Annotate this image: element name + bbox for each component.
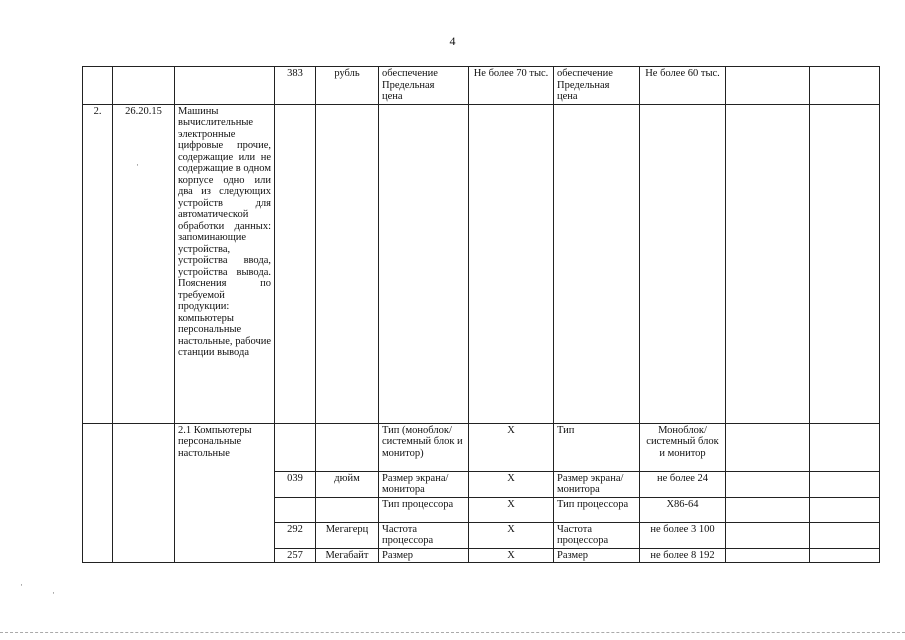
table-row-item (83, 104, 880, 423)
item-code: 26.20.15 (113, 104, 175, 423)
cell-value: Не более 70 тыс. (469, 67, 554, 105)
table-row: 292 Мегагерц Частота процессора Х Частота процессора не более 3 100 (83, 522, 880, 548)
cell-empty (726, 67, 810, 105)
cell-empty (810, 67, 880, 105)
cell-code (113, 67, 175, 105)
cell-characteristic: обеспечение Предельная цена (379, 67, 469, 105)
table-row: 2.1 Компьютеры персональные настольные Тип (моноблок/ системный блок и монитор) Х Тип Моноблок/ системный блок и монитор (83, 423, 880, 471)
sub-item-label: 2.1 Компьютеры персональные настольные (175, 423, 275, 563)
scan-speck: · (52, 588, 55, 598)
cell-description (175, 67, 275, 105)
page-number: 4 (449, 34, 456, 48)
scan-speck: · (136, 160, 139, 170)
table-row: 039 дюйм Размер экрана/ монитора Х Размер экрана/ монитора не более 24 (83, 471, 880, 497)
cell-number (83, 67, 113, 105)
table-row-continuation (83, 67, 880, 105)
cell-characteristic-2: обеспечение Предельная цена (554, 67, 640, 105)
scan-speck: · (20, 580, 23, 590)
item-number: 2. (83, 104, 113, 423)
table-row: 257 Мегабайт Размер Х Размер не более 8 192 (83, 548, 880, 563)
cell-unit: рубль (316, 67, 379, 105)
specification-table (82, 66, 880, 563)
item-description: Машины вычислительные электронные цифровые прочие, содержащие или не содержащие в одном корпусе одно или два из следующих устройств для автоматической обработки данных: запоминающие устройства, устройства ввода, устройства вывода. Пояснения по требуемой продукции: компьютеры персональные настольные, рабочие станции вывода (175, 104, 275, 423)
scan-line (0, 632, 905, 633)
cell-value-2: Не более 60 тыс. (640, 67, 726, 105)
table-row: Тип процессора Х Тип процессора Х86-64 (83, 497, 880, 522)
cell-okei-code: 383 (275, 67, 316, 105)
